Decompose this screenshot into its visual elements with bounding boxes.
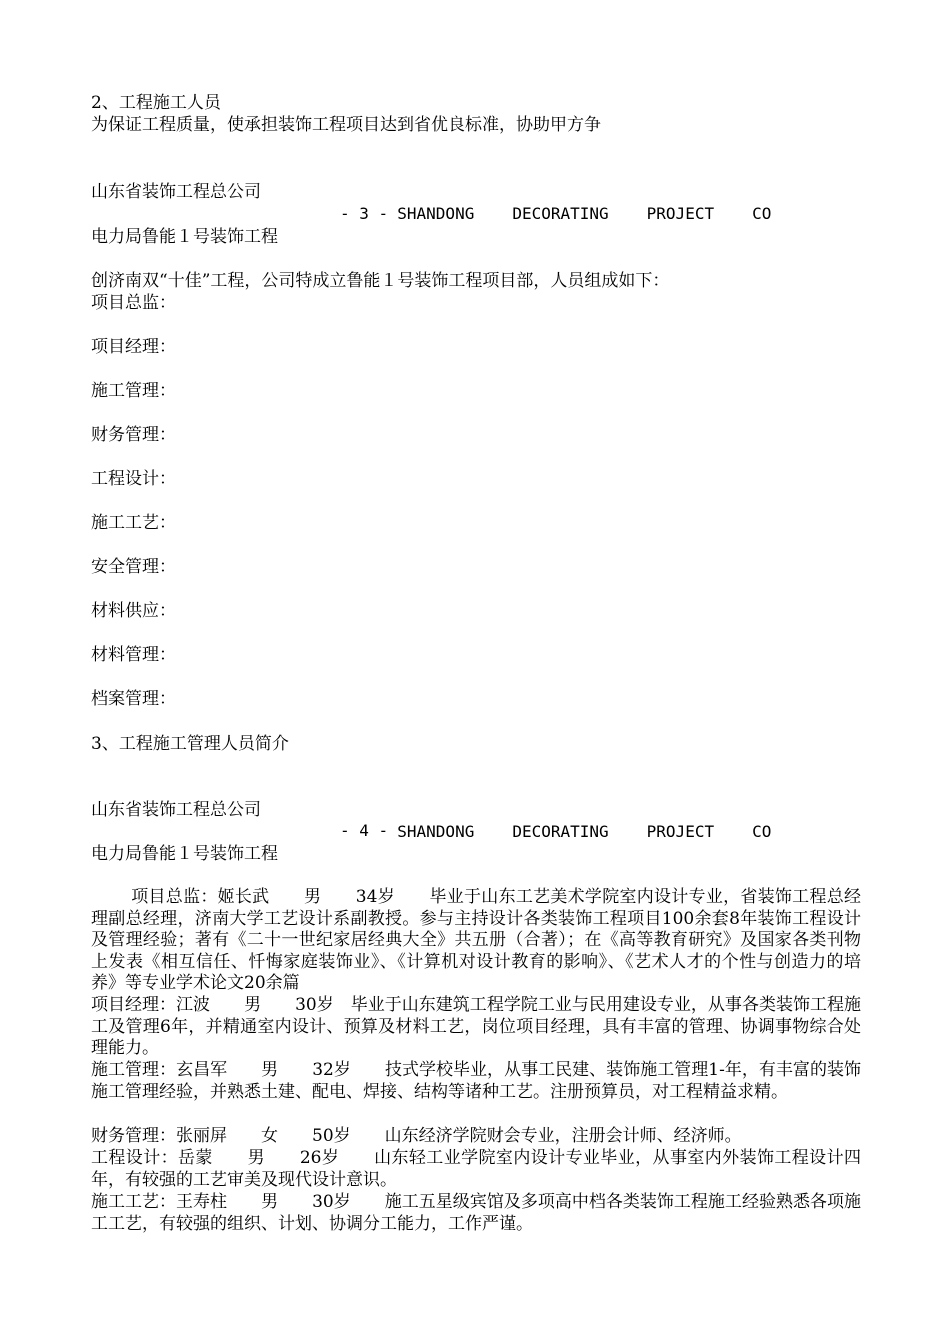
bio-paragraph [91, 1192, 861, 1235]
header-word-project: PROJECT [646, 822, 715, 841]
role-label: 材料供应： [91, 601, 176, 621]
role-label: 档案管理： [91, 689, 176, 709]
bio-text: 施工工艺：王寿柱 男 30岁 施工五星级宾馆及多项高中档各类装饰工程施工经验熟悉各项施工工艺，有较强的组织、计划、协调分工能力，工作严谨。 [91, 1192, 861, 1234]
bio-paragraph [91, 995, 861, 1060]
role-label: 财务管理： [91, 425, 176, 445]
role-label: 安全管理： [91, 557, 176, 577]
header-word-project: PROJECT [646, 204, 715, 223]
header-word-shandong: SHANDONG [397, 204, 475, 223]
section-2-intro-line-2: 创济南双“十佳”工程，公司特成立鲁能１号装饰工程项目部，人员组成如下： [91, 271, 670, 291]
page-header-company-cn: 山东省装饰工程总公司 [91, 182, 261, 202]
bio-text: 施工管理：玄昌军 男 32岁 技式学校毕业，从事工民建、装饰施工管理1-年，有丰富的装饰施工管理经验，并熟悉土建、配电、焊接、结构等诸种工艺。注册预算员，对工程精益求精。 [91, 1060, 861, 1102]
header-word-co: CO [752, 204, 772, 223]
bio-text: 项目总监：姬长武 男 34岁 毕业于山东工艺美术学院室内设计专业，省装饰工程总经理副总经理，济南大学工艺设计系副教授。参与主持设计各类装饰工程项目100余套8年装饰工程设计及管理经验；著有《二十一世纪家居经典大全》共五册（合著）；在《高等教育研究》及国家各类刊物上发表《相互信任、忏悔家庭装饰业》、《计算机对设计教育的影响》、《艺术人才的个性与创造力的培养》等专业学术论文20余篇 [91, 887, 861, 993]
page-header-project: 电力局鲁能１号装饰工程 [91, 844, 278, 864]
role-label: 材料管理： [91, 645, 176, 665]
role-label: 项目总监： [91, 293, 176, 313]
header-word-decorating: DECORATING [512, 204, 609, 223]
bio-text: 财务管理：张丽屏 女 50岁 山东经济学院财会专业，注册会计师、经济师。 [91, 1126, 742, 1146]
page-header-company-en [378, 181, 772, 223]
page-number: - 4 - [340, 821, 389, 840]
bio-text: 项目经理：江波 男 30岁 毕业于山东建筑工程学院工业与民用建设专业，从事各类装饰工程施工及管理6年，并精通室内设计、预算及材料工艺，岗位项目经理，具有丰富的管理、协调事物综合处理能力。 [91, 995, 861, 1058]
bio-paragraph [91, 1126, 861, 1148]
header-word-co: CO [752, 822, 772, 841]
bio-paragraph [91, 887, 861, 995]
page-number: - 3 - [340, 204, 389, 223]
page-header-company-en [378, 799, 772, 841]
bio-text: 工程设计：岳蒙 男 26岁 山东轻工业学院室内设计专业毕业，从事室内外装饰工程设计四年，有较强的工艺审美及现代设计意识。 [91, 1148, 861, 1190]
role-label: 工程设计： [91, 469, 176, 489]
section-2-heading: 2、工程施工人员 [91, 93, 221, 113]
header-word-shandong: SHANDONG [397, 822, 475, 841]
page-header-company-cn: 山东省装饰工程总公司 [91, 800, 261, 820]
header-word-decorating: DECORATING [512, 822, 609, 841]
page-header-project: 电力局鲁能１号装饰工程 [91, 227, 278, 247]
section-3-heading: 3、工程施工管理人员简介 [91, 734, 289, 754]
role-label: 施工管理： [91, 381, 176, 401]
role-label: 施工工艺： [91, 513, 176, 533]
role-label: 项目经理： [91, 337, 176, 357]
bio-paragraph [91, 1060, 861, 1103]
bio-paragraph [91, 1148, 861, 1191]
section-2-intro-line-1: 为保证工程质量，使承担装饰工程项目达到省优良标准，协助甲方争 [91, 115, 601, 135]
